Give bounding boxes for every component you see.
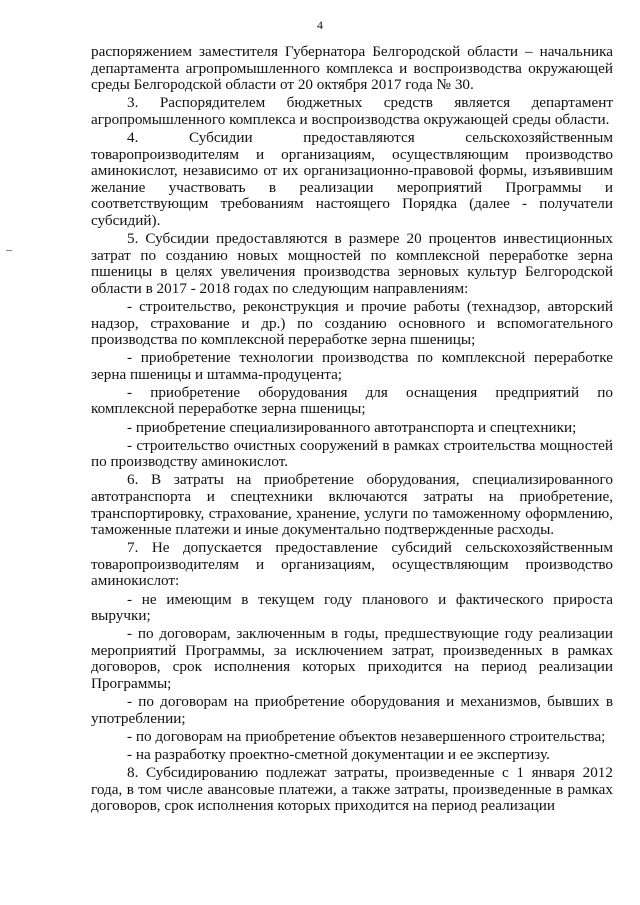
document-body [91,44,613,816]
paragraph-4: 4. Субсидии предоставляются сельскохозяйственным товаропроизводителям и организациям, осуществляющим производство аминокислот, независимо от их организационно-правовой формы, изъявившим желание участвовать в реализации мероприятий Программы и соответствующим требованиям настоящего Порядка (далее - получатели субсидий). [91,128,613,229]
list-item: - по договорам на приобретение оборудования и механизмов, бывших в употреблении; [91,693,613,727]
paragraph-5: 5. Субсидии предоставляются в размере 20 процентов инвестиционных затрат по созданию новых мощностей по комплексной переработке зерна пшеницы в целях увеличения производства зерновых культур Белгородской области в 2017 - 2018 годах по следующим направлениям: [91,230,613,297]
list-item: - приобретение оборудования для оснащения предприятий по комплексной переработке зерна пшеницы; [91,383,613,418]
list-item: - приобретение технологии производства по комплексной переработке зерна пшеницы и штамма-продуцента; [91,349,613,383]
margin-mark [6,250,12,251]
list-item: - не имеющим в текущем году планового и фактического прироста выручки; [91,590,613,625]
paragraph-3: 3. Распорядителем бюджетных средств является департамент агропромышленного комплекса и воспроизводства окружающей среды области. [91,94,613,128]
list-item: - на разработку проектно-сметной документации и ее экспертизу. [127,745,550,763]
list-item: - приобретение специализированного автотранспорта и спецтехники; [127,418,577,436]
paragraph-continuation: распоряжением заместителя Губернатора Белгородской области – начальника департамента агропромышленного комплекса и воспроизводства окружающей среды Белгородской области от 20 октября 2017 года № 30. [91,43,613,94]
list-item: - по договорам на приобретение объектов незавершенного строительства; [127,727,606,745]
list-item: - строительство очистных сооружений в рамках строительства мощностей по производству аминокислот. [91,436,613,471]
paragraph-7: 7. Не допускается предоставление субсидий сельскохозяйственным товаропроизводителям и организациям, осуществляющим производство аминокислот: [91,539,613,590]
list-item: - по договорам, заключенным в годы, предшествующие году реализации мероприятий Программы, за исключением затрат, произведенных в рамках договоров, срок исполнения которых приходится на период реализации Программы; [91,625,613,692]
list-item: - строительство, реконструкция и прочие работы (технадзор, авторский надзор, страхование и др.) по созданию основного и вспомогательного производства по комплексной переработке зерна пшеницы; [91,297,613,349]
page-number: 4 [317,18,323,32]
paragraph-6: 6. В затраты на приобретение оборудования, специализированного автотранспорта и спецтехники включаются затраты на приобретение, транспортировку, страхование, хранение, услуги по таможенному оформлению, таможенные платежи и иные документально подтвержденные расходы. [91,471,613,539]
paragraph-8: 8. Субсидированию подлежат затраты, произведенные с 1 января 2012 года, в том числе авансовые платежи, а также затраты, произведенные в рамках договоров, срок исполнения которых приходится на период реализации [91,763,613,815]
